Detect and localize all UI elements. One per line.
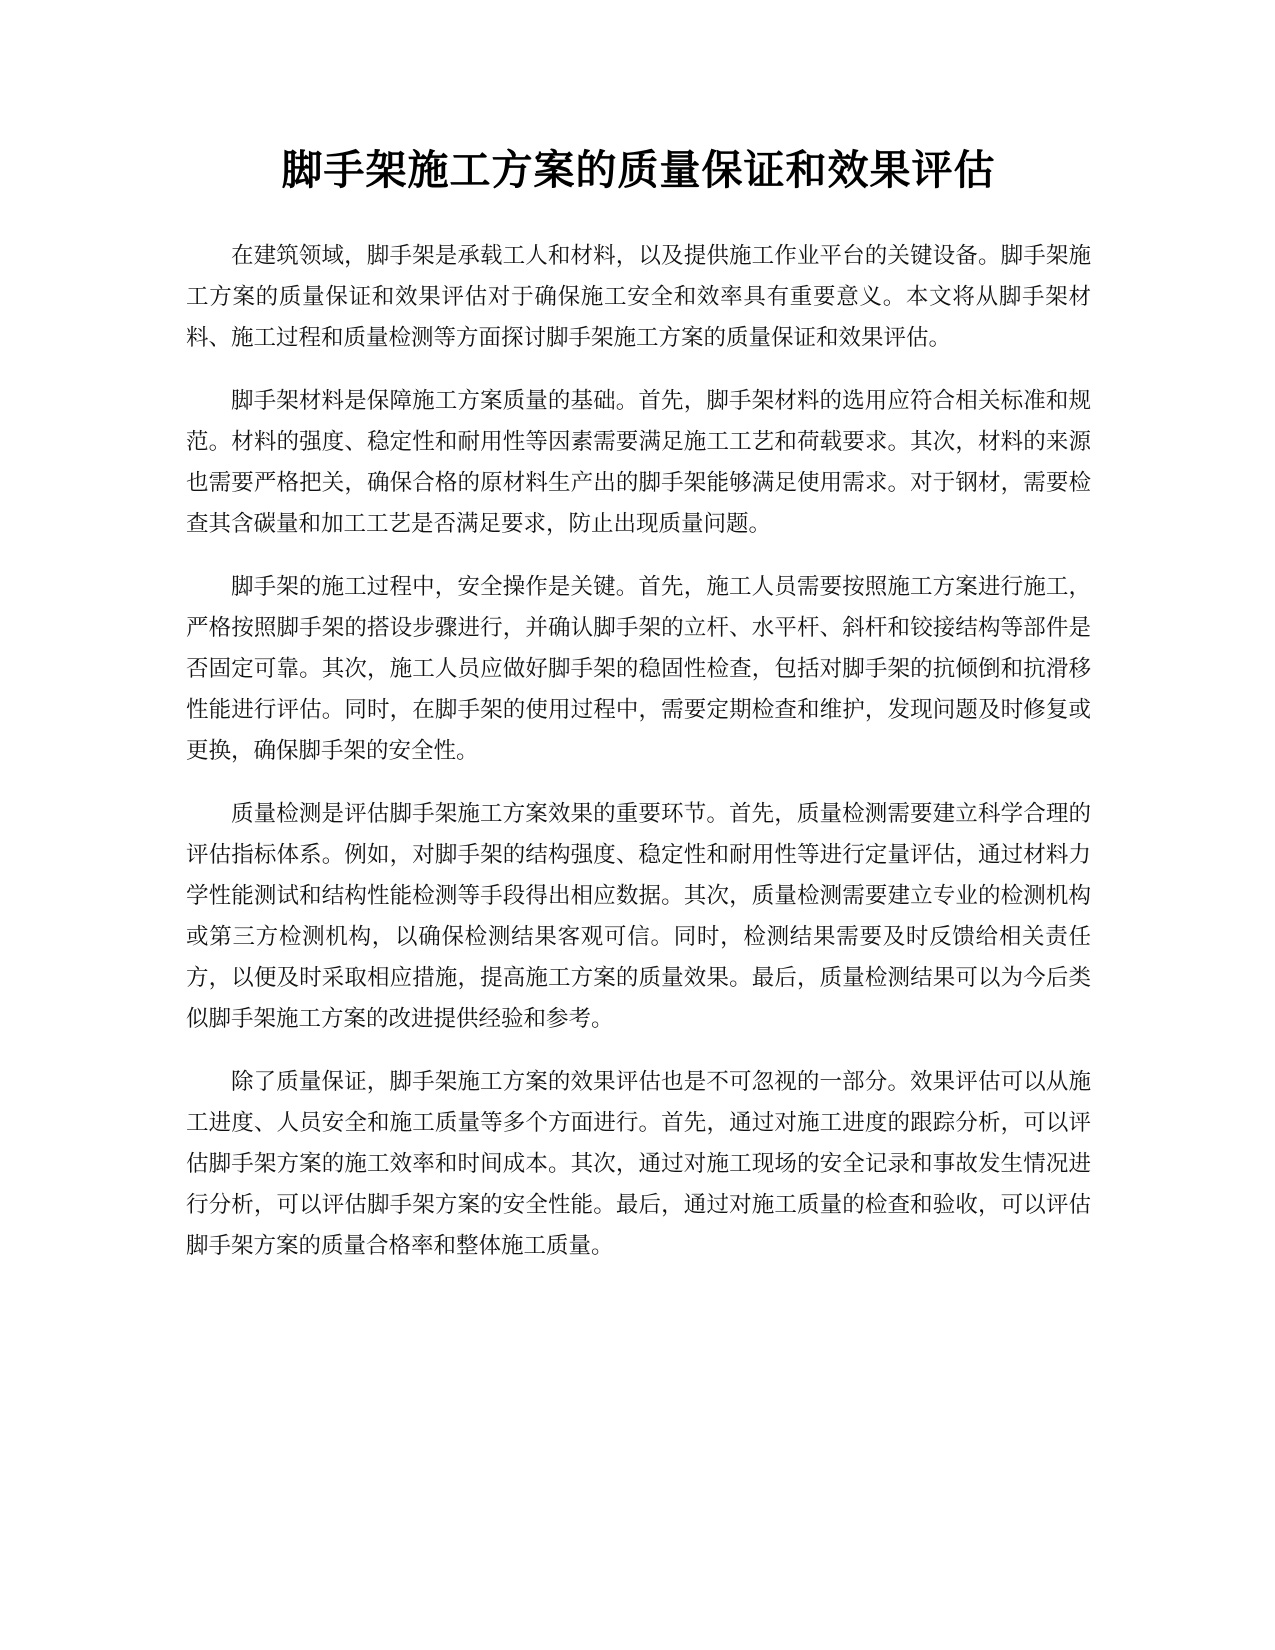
paragraph-materials: 脚手架材料是保障施工方案质量的基础。首先，脚手架材料的选用应符合相关标准和规范。材料的强度、稳定性和耐用性等因素需要满足施工工艺和荷载要求。其次，材料的来源也需要严格把关，确保合格的原材料生产出的脚手架能够满足使用需求。对于钢材，需要检查其含碳量和加工工艺是否满足要求，防止出现质量问题。 (186, 388, 1091, 537)
paragraph-construction-process: 脚手架的施工过程中，安全操作是关键。首先，施工人员需要按照施工方案进行施工，严格按照脚手架的搭设步骤进行，并确认脚手架的立杆、水平杆、斜杆和铰接结构等部件是否固定可靠。其次，施工人员应做好脚手架的稳固性检查，包括对脚手架的抗倾倒和抗滑移性能进行评估。同时，在脚手架的使用过程中，需要定期检查和维护，发现问题及时修复或更换，确保脚手架的安全性。 (186, 574, 1091, 764)
paragraph-effect-evaluation: 除了质量保证，脚手架施工方案的效果评估也是不可忽视的一部分。效果评估可以从施工进度、人员安全和施工质量等多个方面进行。首先，通过对施工进度的跟踪分析，可以评估脚手架方案的施工效率和时间成本。其次，通过对施工现场的安全记录和事故发生情况进行分析，可以评估脚手架方案的安全性能。最后，通过对施工质量的检查和验收，可以评估脚手架方案的质量合格率和整体施工质量。 (186, 1069, 1091, 1259)
paragraph-intro: 在建筑领域，脚手架是承载工人和材料，以及提供施工作业平台的关键设备。脚手架施工方案的质量保证和效果评估对于确保施工安全和效率具有重要意义。本文将从脚手架材料、施工过程和质量检测等方面探讨脚手架施工方案的质量保证和效果评估。 (186, 243, 1091, 351)
document-page (186, 140, 1091, 1289)
paragraph-quality-inspection: 质量检测是评估脚手架施工方案效果的重要环节。首先，质量检测需要建立科学合理的评估指标体系。例如，对脚手架的结构强度、稳定性和耐用性等进行定量评估，通过材料力学性能测试和结构性能检测等手段得出相应数据。其次，质量检测需要建立专业的检测机构或第三方检测机构，以确保检测结果客观可信。同时，检测结果需要及时反馈给相关责任方，以便及时采取相应措施，提高施工方案的质量效果。最后，质量检测结果可以为今后类似脚手架施工方案的改进提供经验和参考。 (186, 801, 1091, 1032)
page-title: 脚手架施工方案的质量保证和效果评估 (281, 146, 996, 194)
